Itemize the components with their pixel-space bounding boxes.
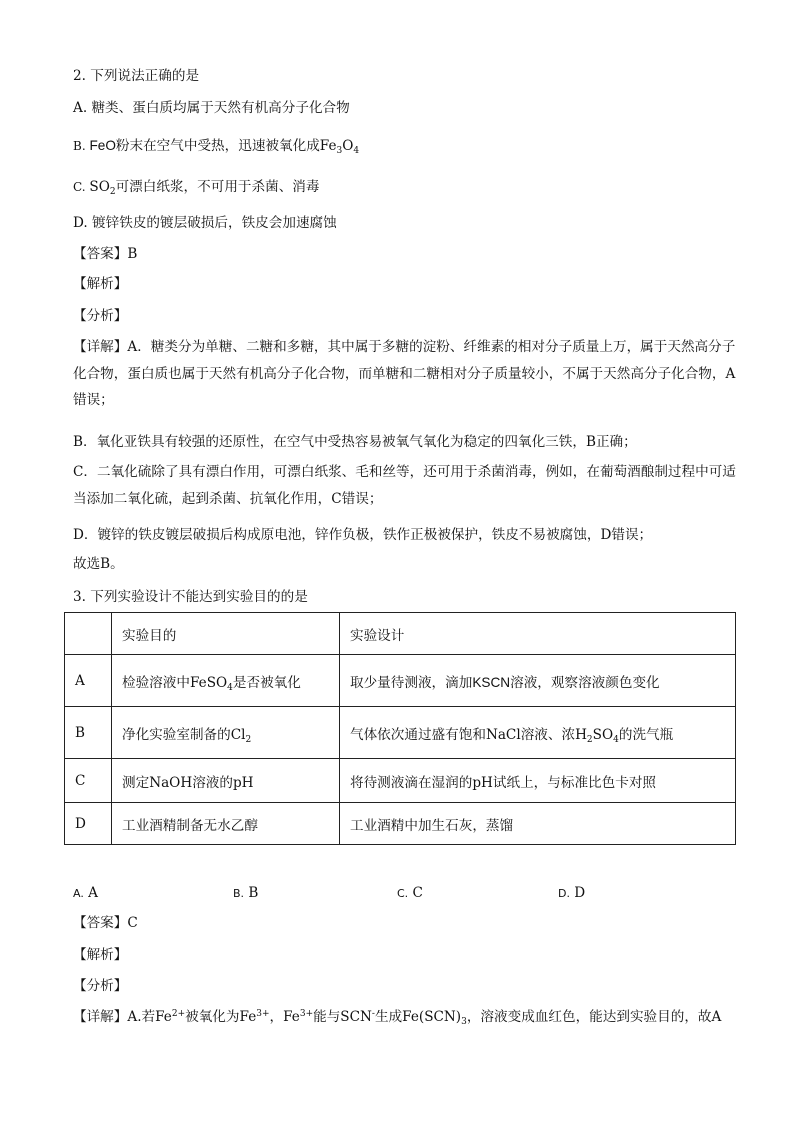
q2-option-c-text: 可漂白纸浆，不可用于杀菌、消毒 xyxy=(115,179,320,195)
row-purpose: 测定NaOH溶液的pH xyxy=(112,759,340,803)
q3-answer: 【答案】C xyxy=(73,915,138,931)
row-label: C xyxy=(65,759,112,803)
q3-option-c: C. C xyxy=(397,885,423,901)
q3-fenxi: 【分析】 xyxy=(73,978,128,994)
q2-detail-c: C．二氧化硫除了具有漂白作用，可漂白纸浆、毛和丝等，还可用于杀菌消毒，例如，在葡萄酒酿制过程中可适当添加二氧化硫，起到杀菌、抗氧化作用，C错误； xyxy=(73,464,736,507)
table-header-empty xyxy=(65,613,112,655)
q3-stem: 3. 下列实验设计不能达到实验目的的是 xyxy=(73,589,308,605)
q2-stem: 2. 下列说法正确的是 xyxy=(73,68,200,84)
formula-fe3o4: $Fe_3O_4$ xyxy=(319,138,360,156)
q3-detail-tag: 【详解】 xyxy=(73,1009,128,1025)
formula-so2: $SO_2$ xyxy=(89,179,116,197)
q2-option-d: D. 镀锌铁皮的镀层破损后，铁皮会加速腐蚀 xyxy=(73,215,337,231)
q2-conclusion: 故选B。 xyxy=(73,556,124,572)
row-purpose: 检验溶液中FeSO$_4$是否被氧化 xyxy=(112,655,340,707)
q2-detail-a-text: A．糖类分为单糖、二糖和多糖，其中属于多糖的淀粉、纤维素的相对分子质量上万，属于天然高分子化合物，蛋白质也属于天然有机高分子化合物，而单糖和二糖相对分子质量较小，不属于天然高分子化合物，A错误； xyxy=(73,339,736,408)
row-purpose: 工业酒精制备无水乙醇 xyxy=(112,803,340,845)
q2-option-b xyxy=(73,136,739,156)
table-row xyxy=(65,759,736,803)
q2-option-a: A. 糖类、蛋白质均属于天然有机高分子化合物 xyxy=(73,100,350,116)
row-label: D xyxy=(65,803,112,845)
table-row xyxy=(65,803,736,845)
table-row xyxy=(65,655,736,707)
row-design: 取少量待测液，滴加KSCN溶液，观察溶液颜色变化 xyxy=(340,655,736,707)
row-design: 气体依次通过盛有饱和NaCl溶液、浓$H_2SO_4$的洗气瓶 xyxy=(340,707,736,759)
q2-answer: 【答案】B xyxy=(73,246,138,262)
experiment-table xyxy=(64,612,736,845)
q3-detail-a: 【详解】A.若$Fe^{2+}$被氧化为$Fe^{3+}$，$Fe^{3+}$能与SCN-生成$Fe(SCN)_3$，溶液变成血红色，能达到实验目的，故A xyxy=(73,1009,722,1027)
formula-feo: FeO xyxy=(89,138,116,153)
table-header-purpose: 实验目的 xyxy=(112,613,340,655)
row-label: B xyxy=(65,707,112,759)
q2-option-b-label: B. xyxy=(73,139,90,153)
row-label: A xyxy=(65,655,112,707)
q3-jiexi: 【解析】 xyxy=(73,947,128,963)
q2-detail-b: B．氧化亚铁具有较强的还原性，在空气中受热容易被氧气氧化为稳定的四氧化三铁，B正确； xyxy=(73,434,637,450)
row-purpose: 净化实验室制备的$Cl_2$ xyxy=(112,707,340,759)
q2-option-b-text: 粉末在空气中受热，迅速被氧化成 xyxy=(115,138,320,154)
q2-detail-d: D．镀锌的铁皮镀层破损后构成原电池，锌作负极，铁作正极被保护，铁皮不易被腐蚀，D错误； xyxy=(73,527,653,543)
row-design: 工业酒精中加生石灰，蒸馏 xyxy=(340,803,736,845)
q3-option-b: B. B xyxy=(233,885,259,901)
q3-option-d: D. D xyxy=(558,885,586,901)
row-design: 将待测液滴在湿润的pH试纸上，与标准比色卡对照 xyxy=(340,759,736,803)
q2-detail-a xyxy=(73,334,739,414)
q2-detail-tag: 【详解】 xyxy=(73,339,128,355)
q3-option-a: A. A xyxy=(73,885,98,901)
q2-fenxi: 【分析】 xyxy=(73,308,128,324)
table-header-design: 实验设计 xyxy=(340,613,736,655)
table-row xyxy=(65,707,736,759)
q2-option-c-label: C. xyxy=(73,180,90,194)
table-header-row xyxy=(65,613,736,655)
q2-option-c xyxy=(73,177,739,197)
q2-jiexi: 【解析】 xyxy=(73,276,128,292)
